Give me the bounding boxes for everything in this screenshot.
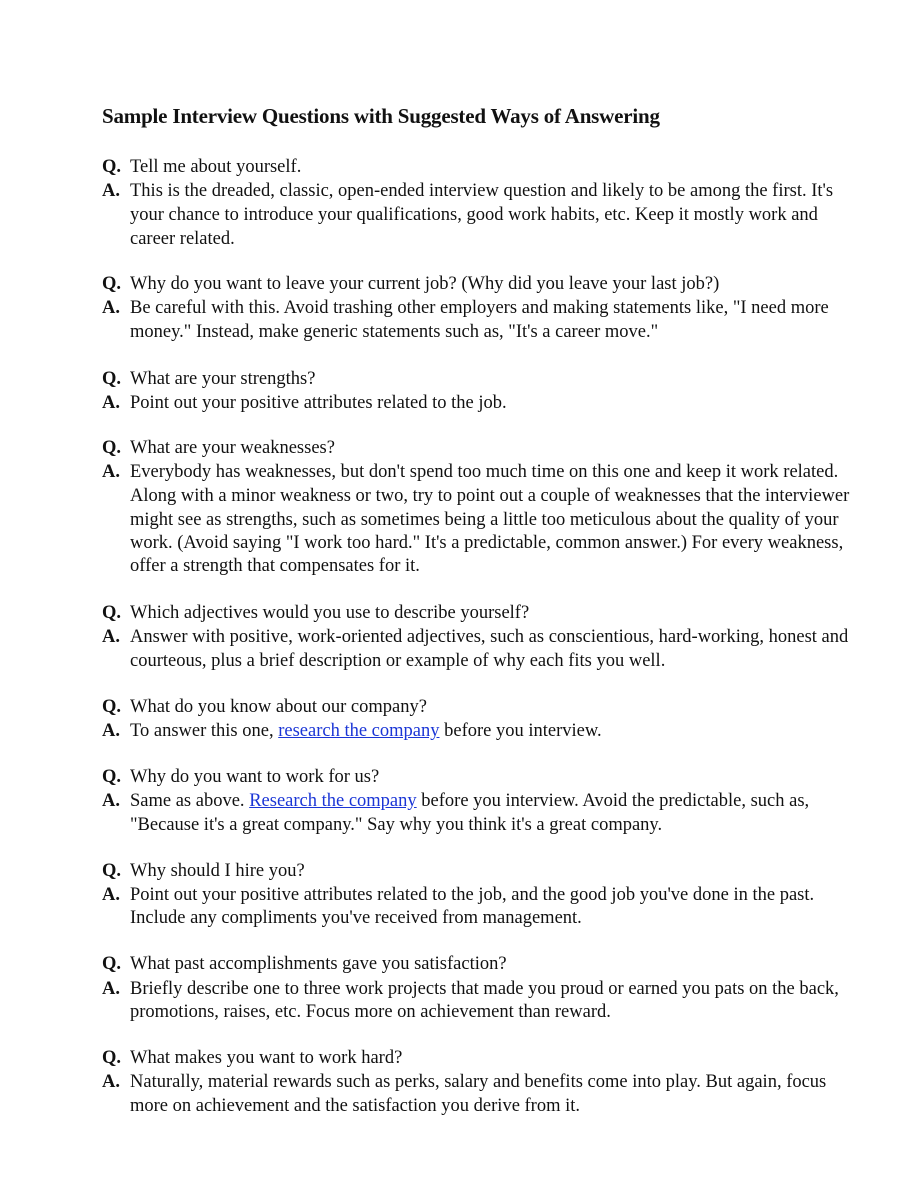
answer-text: Point out your positive attributes related to the job. [130, 393, 507, 413]
question-marker: Q. [102, 438, 122, 458]
answer-line: more on achievement and the satisfaction you derive from it. [130, 1096, 581, 1116]
question [102, 952, 507, 976]
answer-text: Briefly describe one to three work projects that made you proud or earned you pats on the back, [130, 979, 839, 999]
answer-text-after-link: before you interview. Avoid the predictable, such as, [416, 791, 810, 811]
page-title: Sample Interview Questions with Suggested Ways of Answering [102, 104, 660, 128]
answer-text: Naturally, material rewards such as perks, salary and benefits come into play. But again, focus [130, 1072, 827, 1092]
answer [102, 1070, 826, 1094]
answer-line: Include any compliments you've received from management. [130, 908, 582, 928]
question-text: Tell me about yourself. [130, 157, 302, 177]
question-text: What past accomplishments gave you satisfaction? [130, 954, 507, 974]
answer [102, 883, 814, 907]
answer [102, 460, 838, 484]
question-text: Why do you want to work for us? [130, 767, 380, 787]
answer-text: Everybody has weaknesses, but don't spend too much time on this one and keep it work related. [130, 462, 839, 482]
answer-text-before-link: Same as above. [130, 791, 250, 811]
question-text: What are your weaknesses? [130, 438, 335, 458]
answer-line: offer a strength that compensates for it. [130, 556, 420, 576]
answer-line: career related. [130, 229, 235, 249]
answer-text: Be careful with this. Avoid trashing other employers and making statements like, "I need more [130, 298, 829, 318]
answer-text: This is the dreaded, classic, open-ended interview question and likely to be among the first. It's [130, 181, 834, 201]
question [102, 765, 379, 789]
question [102, 695, 427, 719]
question [102, 859, 305, 883]
question [102, 272, 719, 296]
answer-line: work. (Avoid saying "I work too hard." It's a predictable, common answer.) For every weakness, [130, 533, 844, 553]
question-text: What makes you want to work hard? [130, 1048, 403, 1068]
question [102, 155, 301, 179]
question [102, 601, 529, 625]
question [102, 367, 315, 391]
answer-text: Point out your positive attributes related to the job, and the good job you've done in the past. [130, 885, 815, 905]
answer-line: courteous, plus a brief description or example of why each fits you well. [130, 651, 666, 671]
answer-line: money." Instead, make generic statements such as, "It's a career move." [130, 322, 659, 342]
answer [102, 719, 602, 743]
question-marker: Q. [102, 274, 122, 294]
answer-line: "Because it's a great company." Say why you think it's a great company. [130, 815, 663, 835]
question-text: Which adjectives would you use to describe yourself? [130, 603, 530, 623]
question-marker: Q. [102, 603, 122, 623]
answer-marker: A. [102, 1072, 120, 1092]
answer-marker: A. [102, 791, 120, 811]
question [102, 436, 335, 460]
question [102, 1046, 402, 1070]
answer [102, 179, 833, 203]
question-marker: Q. [102, 1048, 122, 1068]
answer-marker: A. [102, 721, 120, 741]
answer-marker: A. [102, 298, 120, 318]
question-marker: Q. [102, 767, 122, 787]
research-company-link[interactable]: research the company [278, 721, 440, 741]
answer-marker: A. [102, 393, 120, 413]
answer-line: promotions, raises, etc. Focus more on achievement than reward. [130, 1002, 611, 1022]
answer-marker: A. [102, 181, 120, 201]
answer-line: Along with a minor weakness or two, try to point out a couple of weaknesses that the interviewer [130, 486, 850, 506]
question-text: What do you know about our company? [130, 697, 427, 717]
answer-marker: A. [102, 885, 120, 905]
answer-line: your chance to introduce your qualifications, good work habits, etc. Keep it mostly work and [130, 205, 818, 225]
question-marker: Q. [102, 954, 122, 974]
answer [102, 625, 848, 649]
answer-marker: A. [102, 627, 120, 647]
question-marker: Q. [102, 157, 122, 177]
answer-text: Answer with positive, work-oriented adjectives, such as conscientious, hard-working, honest and [130, 627, 849, 647]
answer [102, 789, 809, 813]
question-marker: Q. [102, 861, 122, 881]
research-company-link[interactable]: Research the company [249, 791, 417, 811]
answer [102, 296, 829, 320]
answer-marker: A. [102, 462, 120, 482]
answer [102, 391, 507, 415]
answer [102, 977, 839, 1001]
question-marker: Q. [102, 697, 122, 717]
question-text: What are your strengths? [130, 369, 316, 389]
answer-line: might see as strengths, such as sometimes being a little too meticulous about the quality of your [130, 510, 839, 530]
answer-text-after-link: before you interview. [439, 721, 602, 741]
question-marker: Q. [102, 369, 122, 389]
answer-text-before-link: To answer this one, [130, 721, 279, 741]
answer-marker: A. [102, 979, 120, 999]
question-text: Why do you want to leave your current job? (Why did you leave your last job?) [130, 274, 720, 294]
question-text: Why should I hire you? [130, 861, 305, 881]
